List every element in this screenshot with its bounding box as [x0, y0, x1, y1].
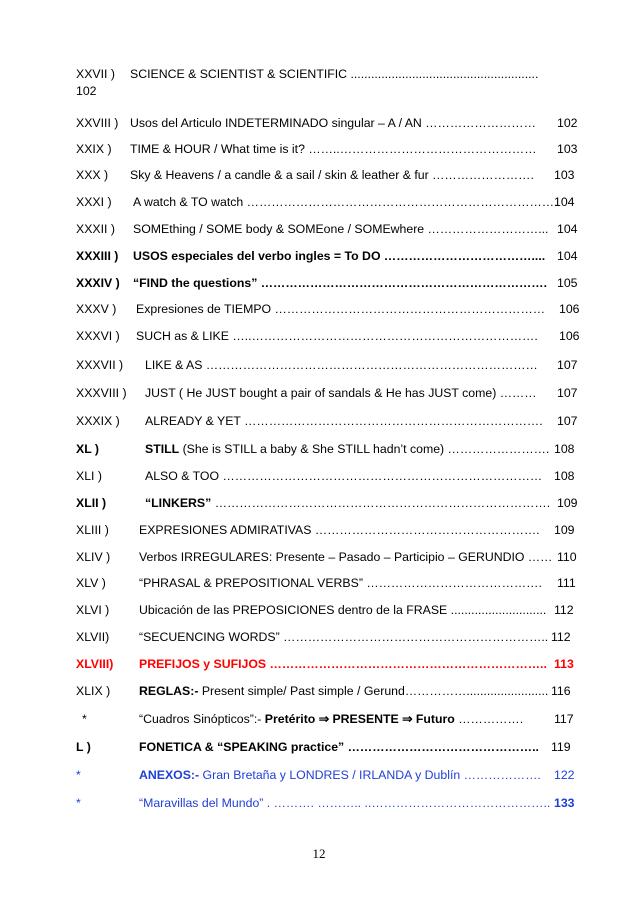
toc-entry-xxxiv [0, 273, 638, 293]
entry-title: TIME & HOUR / What time is it? ……..………………………………………… [130, 142, 537, 156]
entry-page: 107 [557, 358, 578, 372]
entry-page: 102 [557, 116, 578, 130]
toc-entry-xxvii [0, 67, 638, 98]
toc-entry-xl [0, 439, 638, 459]
entry-title: “Maravillas del Mundo” . ………. ……….. ..…………………………………….. [139, 796, 551, 810]
entry-number: XLIV ) [76, 550, 111, 564]
toc-entry-xxxi [0, 192, 638, 212]
toc-entry-xxxix [0, 411, 638, 431]
toc-entry-xxxii [0, 219, 638, 239]
entry-number: XXXIX ) [76, 414, 120, 428]
entry-title: “Cuadros Sinópticos”:- Pretérito ⇒ PRESENTE ⇒ Futuro ……………. [139, 712, 524, 726]
entry-number: XLI ) [76, 469, 102, 483]
toc-entry-xxx [0, 165, 638, 185]
entry-title: Verbos IRREGULARES: Presente – Pasado – Participio – GERUNDIO …… [139, 550, 553, 564]
entry-title: Sky & Heavens / a candle & a sail / skin & leather & fur ……………………. [130, 168, 534, 182]
page-number: 12 [312, 846, 326, 861]
entry-page: 119 [551, 740, 571, 754]
entry-title: ANEXOS:- Gran Bretaña y LONDRES / IRLANDA y Dublín ………………. [139, 768, 541, 782]
toc-entry-cuadros [0, 709, 638, 729]
entry-page: 106 [559, 329, 580, 343]
entry-title: Expresiones de TIEMPO ………………………………………………………… [136, 302, 546, 316]
entry-title: ALREADY & YET ………………………………………………………………. [145, 414, 543, 428]
entry-page: 112 [554, 603, 574, 617]
entry-title: JUST ( He JUST bought a pair of sandals & He has JUST come) ……… [145, 386, 537, 400]
toc-entry-xliii [0, 520, 638, 540]
toc-entry-xlii [0, 493, 638, 513]
entry-page: 113 [554, 657, 574, 671]
entry-title: Usos del Articulo INDETERMINADO singular – A / AN ……………………… [130, 116, 536, 130]
toc-entry-xxxiii [0, 246, 638, 266]
entry-page: 133 [554, 796, 575, 810]
entry-title: “LINKERS” ………………………………………………………………………. [145, 496, 551, 510]
entry-title: REGLAS:- Present simple/ Past simple / Gerund……………........................ [139, 684, 549, 698]
entry-page: 103 [554, 168, 575, 182]
entry-title: SOMEthing / SOME body & SOMEone / SOMEwhere ………………………... [133, 222, 549, 236]
entry-title: EXPRESIONES ADMIRATIVAS ………………………………………………. [139, 523, 540, 537]
entry-page: 108 [554, 442, 575, 456]
entry-number: XXXV ) [76, 302, 117, 316]
toc-entry-xliv [0, 547, 638, 567]
entry-title: STILL (She is STILL a baby & She STILL hadn’t come) ……………………. [145, 442, 550, 456]
entry-title: FONETICA & “SPEAKING practice” ……………………………………….. [139, 740, 539, 754]
entry-number: XXIX ) [76, 142, 112, 156]
entry-number: XL ) [76, 442, 100, 456]
entry-page: 107 [557, 414, 578, 428]
entry-title: “FIND the questions” ……………………………………………………………. [133, 276, 547, 290]
entry-page: 122 [554, 768, 575, 782]
entry-title: PREFIJOS y SUFIJOS ………………………………………………………….. [139, 657, 547, 671]
entry-page: 112 [551, 630, 571, 644]
entry-page: 110 [557, 550, 577, 564]
entry-title: LIKE & AS ……………………………………………………………………… [145, 358, 538, 372]
entry-number: XLIX ) [76, 684, 111, 698]
entry-page: 116 [551, 684, 571, 698]
entry-number: XXXVI ) [76, 329, 120, 343]
entry-number: XLIII ) [76, 523, 109, 537]
toc-entry-xlviii [0, 654, 638, 674]
entry-title: SCIENCE & SCIENTIST & SCIENTIFIC ....................................................... [130, 67, 539, 81]
entry-page: 103 [557, 142, 578, 156]
entry-page: 107 [557, 386, 578, 400]
entry-number: XLV ) [76, 576, 106, 590]
toc-entry-xlv [0, 573, 638, 593]
entry-page: 117 [554, 712, 574, 726]
entry-number: XXXVII ) [76, 358, 124, 372]
entry-page: 109 [557, 496, 578, 510]
entry-number: XLVIII) [76, 657, 114, 671]
entry-title: ALSO & TOO …………………………………………………………………… [145, 469, 543, 483]
entry-page: 104 [554, 195, 575, 209]
entry-title: Ubicación de las PREPOSICIONES dentro de la FRASE ............................ [139, 603, 547, 617]
toc-entry-maravillas [0, 793, 638, 813]
entry-number: XXX ) [76, 168, 109, 182]
toc-entry-xxxvii [0, 355, 638, 375]
entry-title: “SECUENCING WORDS” ……………………………………………………….. [139, 630, 549, 644]
entry-number: XXXII ) [76, 222, 115, 236]
entry-number: XXXIV ) [76, 276, 120, 290]
toc-entry-xxxviii [0, 383, 638, 403]
toc-entry-xli [0, 466, 638, 486]
entry-page: 104 [557, 222, 578, 236]
entry-title: SUCH as & LIKE …..……………………………………………………………. [136, 329, 538, 343]
toc-entry-xlix [0, 681, 638, 701]
toc-entry-xxxv [0, 299, 638, 319]
entry-title: A watch & TO watch …………………………………………………………………. [133, 195, 558, 209]
entry-number: XXXVIII ) [76, 386, 127, 400]
entry-bullet: * [82, 712, 87, 726]
entry-page: 105 [557, 276, 578, 290]
toc-entry-xlvii [0, 627, 638, 647]
entry-number: XLVII) [76, 630, 110, 644]
entry-page: 106 [559, 302, 580, 316]
entry-bullet: * [76, 796, 81, 810]
entry-title-rest: (She is STILL a baby & She STILL hadn’t come) ……………………. [179, 442, 550, 456]
entry-number: XXVIII ) [76, 116, 119, 130]
toc-entry-anexos [0, 765, 638, 785]
entry-number: XXXI ) [76, 195, 112, 209]
entry-page: 104 [557, 249, 578, 263]
toc-entry-l [0, 737, 638, 757]
entry-number: XLVI ) [76, 603, 110, 617]
entry-page: 102 [76, 84, 97, 98]
entry-number: XLII ) [76, 496, 107, 510]
entry-number: XXVII ) [76, 67, 115, 81]
entry-bullet: * [76, 768, 81, 782]
toc-entry-xxix [0, 139, 638, 159]
entry-page: 111 [557, 576, 576, 590]
entry-title: USOS especiales del verbo ingles = To DO ……………………………….... [133, 249, 546, 263]
entry-number: L ) [76, 740, 91, 754]
entry-number: XXXIII ) [76, 249, 119, 263]
toc-entry-xxviii [0, 113, 638, 133]
entry-title: “PHRASAL & PREPOSITIONAL VERBS” ……………………………………. [139, 576, 542, 590]
entry-page: 109 [554, 523, 575, 537]
toc-entry-xlvi [0, 600, 638, 620]
toc-entry-xxxvi [0, 326, 638, 346]
entry-page: 108 [554, 469, 575, 483]
